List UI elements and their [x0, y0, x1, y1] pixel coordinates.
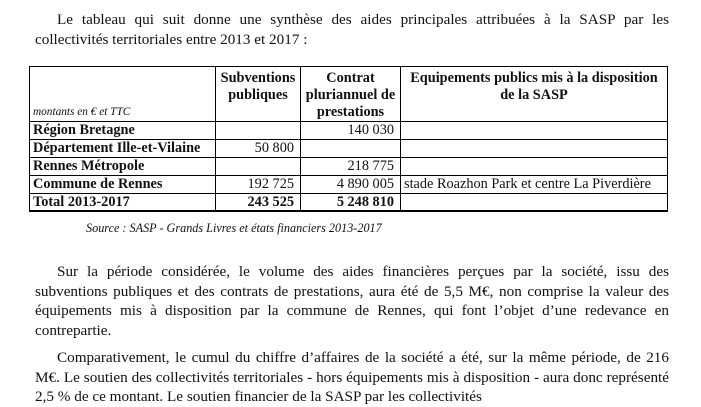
row-contract: 140 030: [301, 122, 401, 140]
total-name: Total 2013-2017: [30, 193, 216, 211]
total-row: [30, 193, 668, 211]
table-row: [30, 122, 668, 140]
unit-note: montants en € et TTC: [30, 67, 216, 122]
body-paragraph-volume: [35, 262, 669, 340]
row-name: Département Ille-et-Vilaine: [30, 140, 216, 158]
table-row: [30, 140, 668, 158]
row-contract: 4 890 005: [301, 175, 401, 193]
source-caption: Source : SASP - Grands Livres et états financiers 2013-2017: [86, 221, 382, 235]
header-contract: Contrat pluriannuel de prestations: [301, 67, 401, 122]
header-subsidies: Subventions publiques: [216, 67, 301, 122]
header-equipment: Equipements publics mis à la disposition de la SASP: [401, 67, 668, 122]
table-row: [30, 157, 668, 175]
paragraph-text: Sur la période considérée, le volume des aides financières perçues par la société, issu des subventions publiques et des contrats de prestations, aura été de 5,5 M€, non comprise la valeur des équipements mis à disposition par la commune de Rennes, qui font l’objet d’une redevance en contrepartie.: [35, 263, 669, 339]
row-name: Commune de Rennes: [30, 175, 216, 193]
row-equipment: stade Roazhon Park et centre La Piverdière: [401, 175, 668, 193]
intro-paragraph: [35, 10, 669, 49]
row-subsidies: 192 725: [216, 175, 301, 193]
aid-summary-table: [29, 66, 668, 212]
table-row: [30, 175, 668, 193]
total-subsidies: 243 525: [216, 193, 301, 211]
total-equipment: [401, 193, 668, 211]
row-contract: 218 775: [301, 157, 401, 175]
row-equipment: [401, 122, 668, 140]
total-contract: 5 248 810: [301, 193, 401, 211]
row-contract: [301, 140, 401, 158]
intro-text: Le tableau qui suit donne une synthèse des aides principales attribuées à la SASP par les collectivités territoriales entre 2013 et 2017 :: [35, 11, 669, 48]
table-header-row: [30, 67, 668, 122]
row-equipment: [401, 157, 668, 175]
paragraph-text: Comparativement, le cumul du chiffre d’affaires de la société a été, sur la même période, de 216 M€. Le soutien des collectivités territoriales - hors équipements mis à disposition - aura donc représenté 2,5 % de ce montant. Le soutien financier de la SASP par les collectivités: [35, 349, 669, 405]
row-subsidies: [216, 157, 301, 175]
row-subsidies: 50 800: [216, 140, 301, 158]
body-paragraph-comparison: [35, 348, 669, 407]
row-equipment: [401, 140, 668, 158]
row-name: Rennes Métropole: [30, 157, 216, 175]
row-name: Région Bretagne: [30, 122, 216, 140]
row-subsidies: [216, 122, 301, 140]
